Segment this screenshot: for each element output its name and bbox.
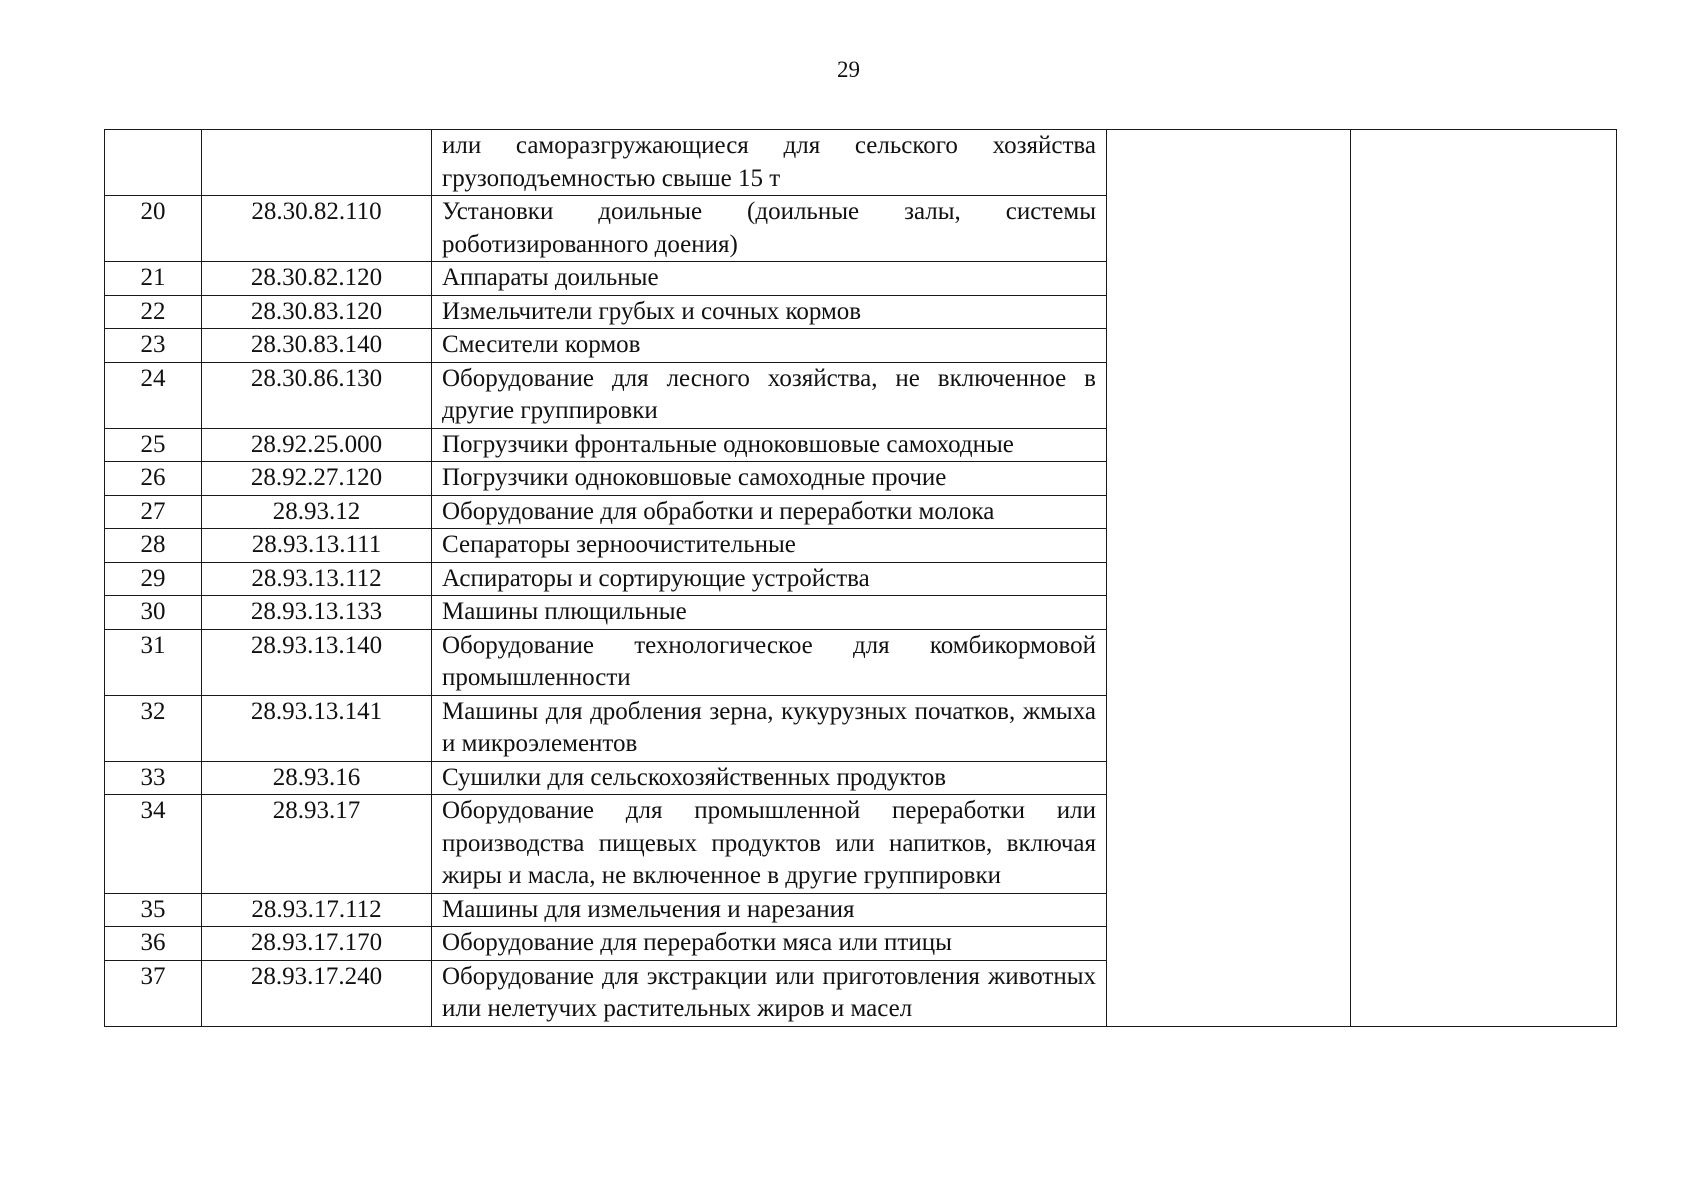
okpd-code: 28.93.12 <box>202 495 432 529</box>
item-name: Смесители кормов <box>432 329 1107 363</box>
okpd-code: 28.92.27.120 <box>202 462 432 496</box>
row-number: 23 <box>105 329 202 363</box>
item-name: Сепараторы зерноочистительные <box>432 529 1107 563</box>
okpd-code: 28.92.25.000 <box>202 428 432 462</box>
row-number: 31 <box>105 629 202 695</box>
row-number: 27 <box>105 495 202 529</box>
okpd-code: 28.93.13.111 <box>202 529 432 563</box>
item-name: Погрузчики одноковшовые самоходные прочие <box>432 462 1107 496</box>
item-name: Аспираторы и сортирующие устройства <box>432 562 1107 596</box>
row-number: 29 <box>105 562 202 596</box>
row-number: 26 <box>105 462 202 496</box>
item-name: Оборудование для обработки и переработки молока <box>432 495 1107 529</box>
item-name: Машины плющильные <box>432 596 1107 630</box>
okpd-code: 28.93.13.141 <box>202 695 432 761</box>
row-number <box>105 130 202 196</box>
item-name: Погрузчики фронтальные одноковшовые самоходные <box>432 428 1107 462</box>
okpd-code: 28.30.82.120 <box>202 262 432 296</box>
item-name: или саморазгружающиеся для сельского хозяйства грузоподъемностью свыше 15 т <box>432 130 1107 196</box>
item-name: Установки доильные (доильные залы, системы роботизированного доения) <box>432 196 1107 262</box>
row-number: 21 <box>105 262 202 296</box>
item-name: Измельчители грубых и сочных кормов <box>432 295 1107 329</box>
empty-cell-1 <box>1107 130 1351 1027</box>
okpd-code: 28.93.17 <box>202 795 432 894</box>
row-number: 28 <box>105 529 202 563</box>
item-name: Оборудование для переработки мяса или птицы <box>432 927 1107 961</box>
item-name: Аппараты доильные <box>432 262 1107 296</box>
okpd-code: 28.93.17.170 <box>202 927 432 961</box>
row-number: 32 <box>105 695 202 761</box>
item-name: Машины для дробления зерна, кукурузных початков, жмыха и микроэлементов <box>432 695 1107 761</box>
okpd-code <box>202 130 432 196</box>
okpd-code: 28.93.16 <box>202 761 432 795</box>
okpd-code: 28.30.83.120 <box>202 295 432 329</box>
table-body <box>105 130 1617 1027</box>
okpd-code: 28.93.17.240 <box>202 960 432 1026</box>
row-number: 37 <box>105 960 202 1026</box>
row-number: 30 <box>105 596 202 630</box>
okpd-code: 28.93.13.112 <box>202 562 432 596</box>
item-name: Оборудование для экстракции или приготовления животных или нелетучих растительных жиров и масел <box>432 960 1107 1026</box>
row-number: 33 <box>105 761 202 795</box>
item-name: Машины для измельчения и нарезания <box>432 893 1107 927</box>
row-number: 25 <box>105 428 202 462</box>
item-name: Сушилки для сельскохозяйственных продуктов <box>432 761 1107 795</box>
row-number: 36 <box>105 927 202 961</box>
item-name: Оборудование технологическое для комбикормовой промышленности <box>432 629 1107 695</box>
okpd-code: 28.30.82.110 <box>202 196 432 262</box>
row-number: 34 <box>105 795 202 894</box>
okpd-code: 28.93.13.140 <box>202 629 432 695</box>
equipment-table <box>104 129 1617 1027</box>
row-number: 20 <box>105 196 202 262</box>
row-number: 35 <box>105 893 202 927</box>
okpd-code: 28.30.86.130 <box>202 362 432 428</box>
item-name: Оборудование для промышленной переработки или производства пищевых продуктов или напитков, включая жиры и масла, не включенное в другие группировки <box>432 795 1107 894</box>
okpd-code: 28.93.17.112 <box>202 893 432 927</box>
row-number: 24 <box>105 362 202 428</box>
okpd-code: 28.93.13.133 <box>202 596 432 630</box>
okpd-code: 28.30.83.140 <box>202 329 432 363</box>
item-name: Оборудование для лесного хозяйства, не включенное в другие группировки <box>432 362 1107 428</box>
row-number: 22 <box>105 295 202 329</box>
page-number: 29 <box>837 57 860 82</box>
empty-cell-2 <box>1351 130 1617 1027</box>
table-row <box>105 130 1617 196</box>
